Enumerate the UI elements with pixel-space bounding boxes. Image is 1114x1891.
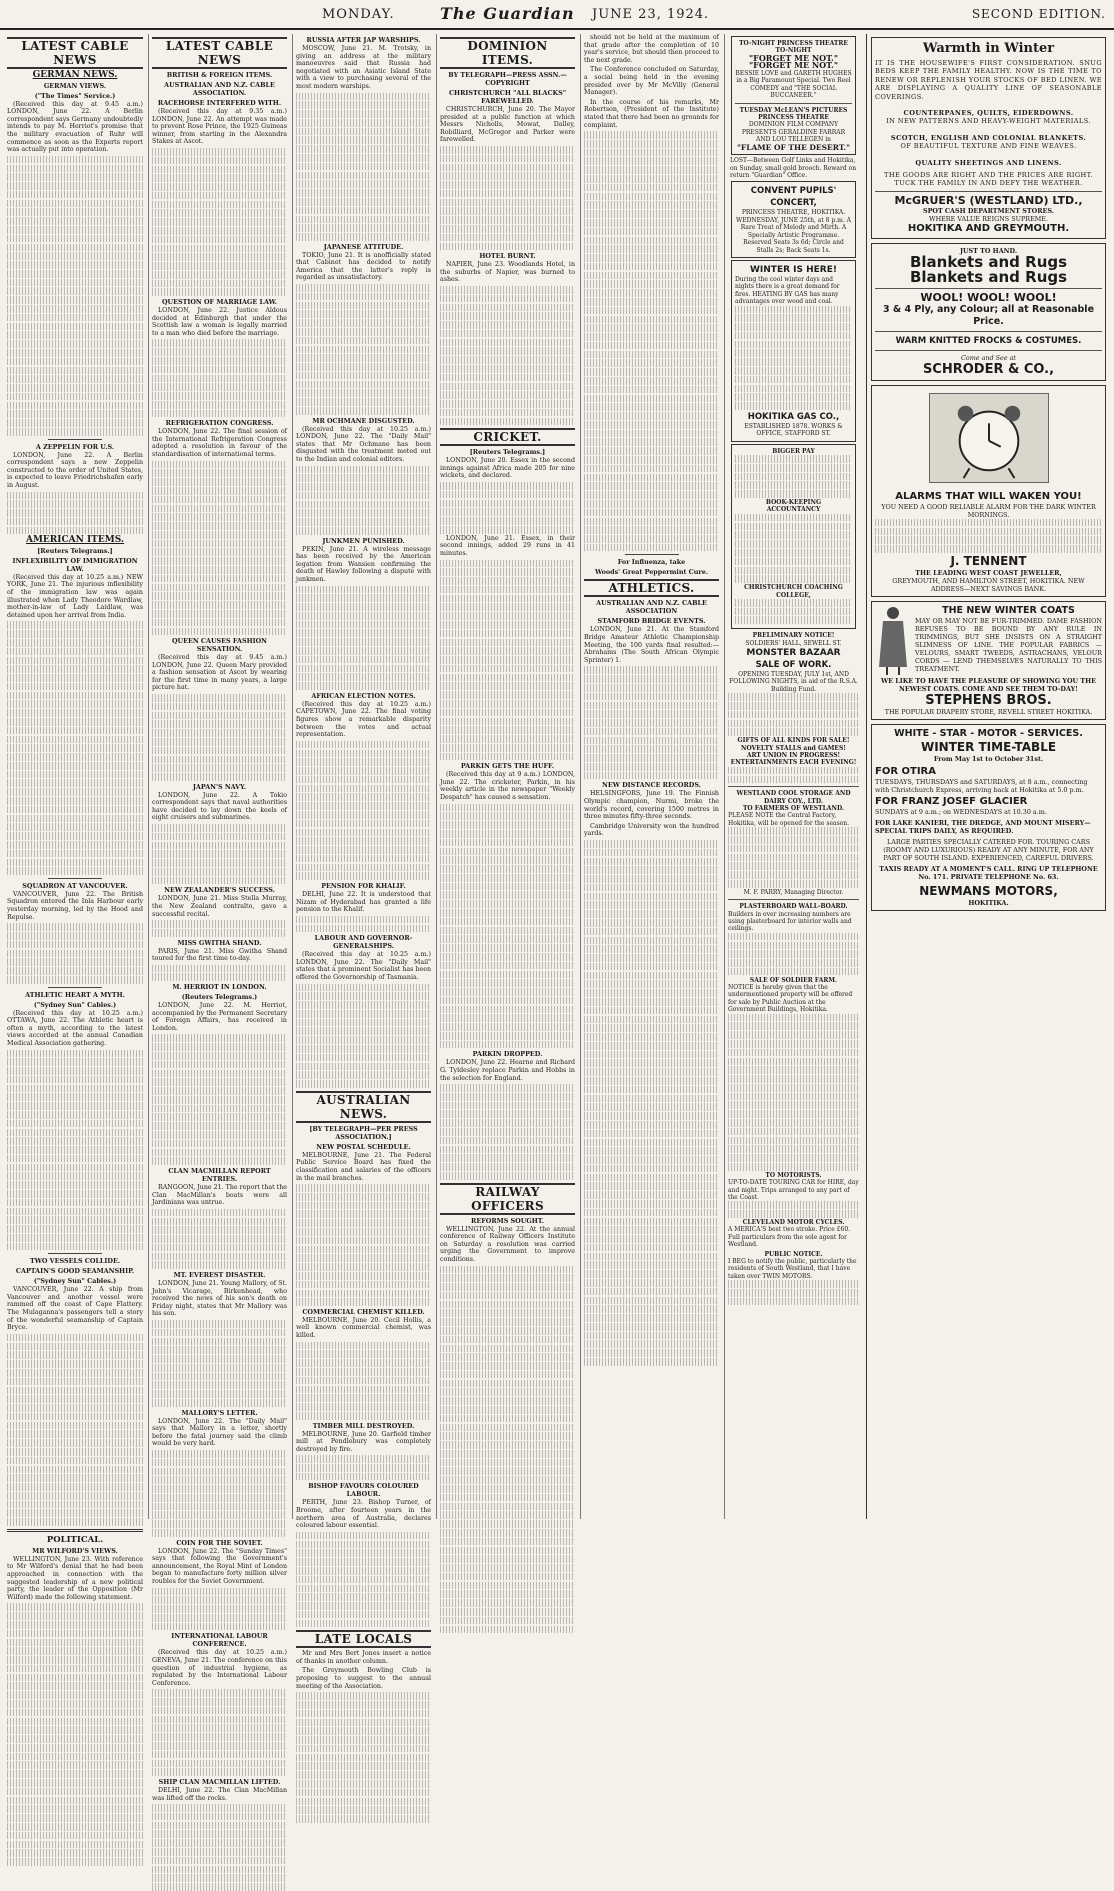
article-head: STAMFORD BRIDGE EVENTS.: [597, 617, 706, 626]
article-head: RACEHORSE INTERFERED WITH.: [157, 99, 282, 107]
franz-route: FOR FRANZ JOSEF GLACIER: [875, 796, 1028, 807]
winter-text: During the cool winter days and nights there is a great demand for fires. HEATING BY GAS has many advantages over wood and coal.: [735, 275, 840, 306]
article-body: LONDON, June 22. Hearne and Richard G. Tyldesley replace Parkin and Hobbs in the selection for England.: [440, 1059, 575, 1082]
article-head: AMERICAN ITEMS.: [25, 535, 125, 546]
article-head: CAPTAIN'S GOOD SEAMANSHIP.: [15, 1267, 135, 1276]
warmth-title: Warmth in Winter: [922, 41, 1055, 56]
article-body: MELBOURNE, June 20. Cecil Hollis, a well known commercial chemist, was killed.: [296, 1316, 431, 1340]
soldiers-hall: SOLDIERS' HALL, SEWELL ST.: [745, 639, 842, 647]
article-body: DELHI, June 22. It is understood that Nizam of Hyderabad has granted a life pension to the Khalif.: [296, 891, 431, 914]
article-head: POLITICAL.: [46, 1534, 104, 1545]
article-head: COMMERCIAL CHEMIST KILLED.: [302, 1307, 425, 1316]
article-body: The Greymouth Bowling Club is proposing to suggest to the annual meeting of the Association.: [296, 1667, 431, 1690]
article-body: VANCOUVER, June 22. A ship from Vancouver and another vessel were rammed off the coast of Cape Flattery. The Mulaganna's passengers tell a story of the wonderful seamanship of Captain Bryce.: [7, 1286, 143, 1332]
article-head: INFLEXIBILITY OF IMMIGRATION LAW.: [12, 556, 138, 573]
gas-ad: [731, 260, 856, 442]
just-to-hand: JUST TO HAND.: [959, 246, 1018, 255]
article-body: LONDON, June 22. The "Sunday Times" says that following the Government's announcement, the Royal Mint of London began to manufacture forty million silver roubles for the Soviet Government.: [152, 1547, 287, 1585]
article-body: NAPIER, June 23. Woodlands Hotel, in the suburbs of Napier, was burned to ashes.: [440, 261, 575, 284]
article-head: JAPAN'S NAVY.: [192, 782, 247, 791]
article-head: NEW ZEALANDER'S SUCCESS.: [164, 886, 275, 895]
column-1: [4, 34, 146, 1601]
otira-times: TUESDAYS, THURSDAYS and SATURDAYS, at 8 a.m., connecting with Christchurch Express, arriving back at Hokitika at 5.0 p.m.: [875, 778, 1088, 794]
article-head: BISHOP FAVOURS COLOURED LABOUR.: [308, 1482, 419, 1499]
section-head: CRICKET.: [440, 428, 575, 446]
byline: [BY TELEGRAPH—PER PRESS ASSOCIATION.]: [309, 1124, 418, 1141]
taxis-text: TAXIS READY AT A MOMENT'S CALL. RING UP TELEPHONE No. 171. PRIVATE TELEPHONE No. 63.: [879, 865, 1098, 881]
article-head: A ZEPPELIN FOR U.S.: [35, 442, 115, 451]
wool-text: 3 & 4 Ply, any Colour; all at Reasonable Price.: [882, 303, 1095, 327]
article-body: (Received this day at 9.45 a.m.) LONDON, June 22. A Berlin correspondent says Germany undoubtedly intends to pay M. Herriot's promise that the military evacuation of Ruhr will commence as soon as the Experts report was actually put into operation.: [7, 100, 143, 154]
film-title: "FLAME OF THE DESERT.": [736, 142, 850, 152]
prelim-notice: PRELIMINARY NOTICE!: [752, 632, 835, 640]
schroder-ad: [871, 243, 1106, 381]
bazaar-text: OPENING TUESDAY, JULY 1st, AND FOLLOWING NIGHTS, in aid of the R.S.A. Building Fund.: [729, 671, 858, 693]
article-head: TWO VESSELS COLLIDE.: [29, 1257, 121, 1266]
section-head: LATEST CABLE NEWS: [152, 37, 287, 69]
article-head: QUEEN CAUSES FASHION SENSATION.: [171, 637, 268, 654]
article-body: (Received this day at 10.25 a.m.) LONDON, June 22. The "Daily Mail" states that Mr Ochmane has been disgusted with the treatment meted out to the Indian and colonial editors.: [296, 425, 431, 463]
alarm-title: ALARMS THAT WILL WAKEN YOU!: [895, 490, 1082, 502]
theatre-ad: [731, 36, 856, 155]
concert-title: CONVENT PUPILS' CONCERT,: [750, 186, 837, 209]
article-head: PARKIN DROPPED.: [472, 1050, 543, 1059]
article-body: MOSCOW, June 21. M. Trotsky, in giving an address at the military manoeuvres said that Russia had negotiated with an Asiatic Island State with a view to purchasing several of the most modern warships.: [296, 45, 431, 90]
college-ad: [731, 444, 856, 630]
column-2: [148, 34, 290, 1802]
article-head: MALLORY'S LETTER.: [181, 1408, 258, 1417]
stephens-name: STEPHENS BROS.: [925, 693, 1052, 708]
article-head: SQUADRON AT VANCOUVER.: [22, 881, 128, 890]
article-body: (Received this day at 10.25 a.m.) NEW YORK, June 21. The injurious inflexibility of the immigration law was again illustrated when Lady Theodore Wardlaw, mother-in-law of Lady Laidlaw, was detained upon her arrival from India.: [7, 573, 143, 619]
film-text: BESSIE LOVE and GARETH HUGHES in a Big Paramount Special. Two Reel COMEDY and "THE SOCIAL BUCCANEER.": [735, 70, 852, 100]
art-union: ART UNION IN PROGRESS!: [746, 752, 841, 759]
come-see: Come and See at: [960, 353, 1016, 362]
wsm-dates: From May 1st to October 31st.: [933, 755, 1044, 763]
article-body: PERTH, June 23. Bishop Turner, of Broome, after fourteen years in the northern area of Australia, declares coloured labour essential.: [296, 1499, 431, 1530]
newmans-loc: HOKITIKA.: [968, 899, 1009, 907]
byline: [Reuters Telegrams.]: [469, 448, 546, 457]
article-body: LONDON, June 21. Essex, in their second innings, added 29 runs in 41 minutes.: [440, 534, 575, 557]
ad-head: For Influenza, take: [617, 558, 686, 567]
article-head: INTERNATIONAL LABOUR CONFERENCE.: [171, 1632, 268, 1649]
article-head: REFRIGERATION CONGRESS.: [165, 419, 274, 428]
article-subhead: REFORMS SOUGHT.: [471, 1216, 544, 1225]
classified-head: SALE OF SOLDIER FARM.: [749, 976, 838, 984]
byline: AUSTRALIAN AND N.Z. CABLE ASSOCIATION: [596, 599, 707, 616]
byline: AUSTRALIAN AND N.Z. CABLE ASSOCIATION.: [164, 81, 275, 97]
section-head: LATEST CABLE NEWS: [7, 37, 143, 69]
article-body: Mr and Mrs Bert Jones insert a notice of thanks in another column.: [296, 1650, 431, 1665]
white-star-ad: [871, 724, 1106, 911]
article-body: RANGOON, June 21. The report that the Clan MacMillan's boats were all Jardinians was untrue.: [152, 1183, 287, 1207]
issue-date: JUNE 23, 1924.: [592, 7, 710, 22]
article-body: LONDON, June 20. Essex in the second innings against Africa made 205 for nine wickets, and declared.: [440, 457, 575, 480]
coats-title: THE NEW WINTER COATS: [942, 605, 1075, 616]
article-head: MISS GWITHA SHAND.: [177, 938, 262, 947]
article-head: HOTEL BURNT.: [479, 252, 536, 261]
farmers-head: TO FARMERS OF WESTLAND.: [742, 805, 845, 812]
concert-text: WEDNESDAY, JUNE 25th, at 8 p.m. A Rare Treat of Melody and Mirth. A Specially Artistic Programme. Reserved Seats 3s 6d; Circle and Stalls 2s; Back Seats 1s.: [736, 216, 851, 254]
tennent-ad: [871, 385, 1106, 597]
section-head: AUSTRALIAN NEWS.: [296, 1091, 431, 1123]
kaniere-route: FOR LAKE KANIERI, THE DREDGE, AND MOUNT MISERY—SPECIAL TRIPS DAILY, AS REQUIRED.: [875, 819, 1091, 835]
edition-label: SECOND EDITION.: [971, 7, 1106, 21]
warmth-ad: [871, 37, 1106, 239]
section-head: RAILWAY OFFICERS: [440, 1183, 575, 1215]
stephens-sub: THE POPULAR DRAPERY STORE, REVELL STREET HOKITIKA.: [884, 708, 1093, 716]
concert-ad: [731, 181, 856, 257]
sale-title: SALE OF WORK.: [755, 660, 832, 671]
byline: (Reuters Telegrams.): [181, 993, 258, 1002]
byline: BY TELEGRAPH—PRESS ASSN.—COPYRIGHT: [448, 71, 567, 87]
article-head: AFRICAN ELECTION NOTES.: [311, 691, 416, 700]
accountancy: ACCOUNTANCY: [766, 506, 821, 514]
bazaar-title: MONSTER BAZAAR: [746, 648, 841, 659]
article-head: MT. EVEREST DISASTER.: [173, 1271, 266, 1280]
article-body: In the course of his remarks, Mr Robertson, (President of the Institute) stated that there had been no grounds for complaint.: [584, 98, 719, 129]
hidden-anchor: [724, 34, 725, 35]
warmth-text: IT IS THE HOUSEWIFE'S FIRST CONSIDERATION. SNUG BEDS KEEP THE FAMILY HEALTHY. NOW IS THE TIME TO RENEW OR REPLENISH YOUR STOCKS OF BED LINEN. WE ARE DISPLAYING A QUALITY LINE OF SEASONABLE COVERINGS.: [875, 59, 1102, 101]
article-body: The Conference concluded on Saturday, a social being held in the evening presided over by Mr McVilly (General Manager).: [584, 66, 719, 97]
mcgruer-loc: HOKITIKA AND GREYMOUTH.: [907, 222, 1070, 234]
warmth-line: COUNTERPANES, QUILTS, EIDERDOWNS.: [903, 109, 1074, 118]
article-body: DELHI, June 22. The Clan MacMillan was lifted off the rocks.: [152, 1786, 287, 1802]
warmth-line: IN NEW PATTERNS AND HEAVY-WEIGHT MATERIALS.: [886, 117, 1091, 126]
article-body: LONDON, June 22. The "Daily Mail" says that Mallory in a letter, shortly before the fatal journey said the climb would be very hard.: [152, 1417, 287, 1448]
tennent-addr: GREYMOUTH, AND HAMILTON STREET, HOKITIKA. NEW ADDRESS—NEXT SAVINGS BANK.: [892, 577, 1085, 593]
article-body: should not be held at the maximum of that grade after the completion of 10 year's service, but should then proceed to the next grade.: [584, 34, 719, 64]
article-body: (Received this day at 10.25 a.m.) CAPETOWN, June 22. The final voting figures show a remarkable disparity between the votes and actual representation.: [296, 700, 431, 739]
article-body: HELSINGFORS, June 19. The Finnish Olympic champion, Nurmi, broke the world's record, covering 1500 metres in three minutes fifty-three seconds.: [584, 790, 719, 821]
article-body: LONDON, June 22. A Berlin correspondent says a new Zeppelin constructed to the order of United States, is expected to leave Friedrichshafen early in August.: [7, 451, 143, 489]
mcgruer-name: McGRUER'S (WESTLAND) LTD.,: [894, 193, 1083, 207]
byline: ("Sydney Sun" Cables.): [33, 1000, 117, 1009]
article-head: NEW POSTAL SCHEDULE.: [316, 1142, 411, 1151]
managing-director: M. F. PARRY, Managing Director.: [743, 888, 844, 896]
article-head: COIN FOR THE SOVIET.: [176, 1538, 263, 1547]
article-body: PARIS, June 21. Miss Gwitha Shand toured for the first time to-day.: [152, 947, 287, 963]
article-head: LABOUR AND GOVERNOR-GENERALSHIPS.: [314, 934, 413, 951]
masthead: [0, 0, 1114, 30]
cool-storage: WESTLAND COOL STORAGE AND DAIRY COY., LTD.: [736, 790, 851, 805]
bookkeeping: BOOK-KEEPING: [765, 499, 822, 507]
article-body: LONDON, June 21. Young Mallory, of St. John's Vicarage, Birkenhead, who received the news of his son's death on Friday night, states that Mr Mallory was his son.: [152, 1280, 287, 1318]
article-body: (Received this day at 9.45 a.m.) LONDON, June 22. Queen Mary provided a fashion sensation at Ascot by wearing for the first time in many years, a large picture hat.: [152, 654, 287, 692]
film-text: DOMINION FILM COMPANY PRESENTS GERALDINE FARRAR AND LOU TELLEGEN in: [741, 121, 846, 144]
classified-text: NOTICE is hereby given that the undermentioned property will be offered for sale by Public Auction at the Government Buildings, Hokitika.: [728, 984, 853, 1014]
film-title: "FORGET ME NOT.": [748, 60, 839, 71]
classified-head: PLASTERBOARD WALL-BOARD.: [739, 903, 848, 911]
article-body: (Received this day at 9.35 a.m.) LONDON, June 22. An attempt was made to prevent Rose Prince, the 1925 Guineas winner, from starting in the Alexandra Stakes at Ascot.: [152, 108, 287, 146]
bigger-pay: BIGGER PAY: [772, 447, 815, 455]
article-body: WELLINGTON, June 23. With reference to Mr Wilford's denial that he had been approached in connection with the suggested leadership of a new political party, the leader of the Opposition (Mr Wilford) made the following statement.: [7, 1555, 143, 1601]
wsm-title: WHITE - STAR - MOTOR - SERVICES.: [894, 728, 1083, 739]
article-body: VANCOUVER, June 22. The British Squadron entered the Inla Harbour early yesterday morning, led by the Hood and Repulse.: [7, 890, 143, 921]
column-3: [292, 34, 434, 1690]
novelty: NOVELTY STALLS and GAMES!: [741, 744, 846, 752]
article-body: LONDON, June 21. At the Stamford Bridge Amateur Athletic Championship Meeting, the 100 yards final resulted:— Abrahams (The South African Olympic Sprinter) 1.: [584, 626, 719, 664]
warmth-line: QUALITY SHEETINGS AND LINENS.: [915, 158, 1062, 167]
article-body: CHRISTCHURCH, June 20. The Mayor presided at a public function at which Messrs Nicholls, Mowat, Dalley, Robilliard, McGregor and Parker were farewelled.: [440, 106, 575, 144]
article-body: LONDON, June 22. The final session of the International Refrigeration Congress adopted a resolution in favour of the standardisation of international terms.: [152, 428, 287, 459]
otira-route: FOR OTIRA: [875, 766, 936, 777]
article-head: M. HERRIOT IN LONDON.: [172, 983, 267, 992]
mcgruer-sub: SPOT CASH DEPARTMENT STORES.: [922, 206, 1055, 215]
article-head: JUNKMEN PUNISHED.: [322, 536, 405, 545]
coats-text: MAY OR MAY NOT BE FUR-TRIMMED. DAME FASHION REFUSES TO BE BOUND BY ANY RULE IN TRIMMINGS, BUT SHE INSISTS ON A STRAIGHT SLIMNESS OF LINE. THE POPULAR FABRICS — VELOURS, SMART TWEEDS, ASTRACHANS, VELOUR CORDS — LEND THEMSELVES NATURALLY TO THIS TREATMENT.: [915, 617, 1102, 673]
concert-venue: PRINCESS THEATRE, HOKITIKA.: [741, 209, 846, 217]
alarm-clock-icon: [929, 393, 1049, 483]
theatre-head: TUESDAY McLEAN'S PICTURES PRINCESS THEATRE: [739, 106, 848, 122]
article-head: TIMBER MILL DESTROYED.: [312, 1421, 415, 1430]
gasco-name: HOKITIKA GAS CO.,: [747, 411, 840, 422]
article-body: (Received this day at 9 a.m.) LONDON, June 22. The cricketer, Parkin, in his weekly article in the newspaper "Weekly Despatch" has caused a sensation.: [440, 771, 575, 802]
article-head: BRITISH & FOREIGN ITEMS.: [166, 71, 273, 79]
frocks: WARM KNITTED FROCKS & COSTUMES.: [895, 335, 1082, 346]
farmers-text: PLEASE NOTE the Central Factory, Hokitika, will be opened for the season.: [728, 812, 850, 827]
classified-text: A MERICA'S best two stroke. Price £60. Full particulars from the sole agent for Westland.: [728, 1226, 851, 1249]
entertainments: ENTERTAINMENTS EACH EVENING!: [730, 759, 857, 767]
column-6-ads: [724, 34, 862, 1519]
lost-notice: LOST—Between Golf Links and Hokitika, on Sunday, small gold brooch. Reward on return "Guardian" Office.: [730, 157, 857, 180]
article-head: PENSION FOR KHALIF.: [321, 882, 406, 891]
theatre-head: TO-NIGHT PRINCESS THEATRE TO-NIGHT: [739, 40, 848, 55]
article-head: QUESTION OF MARRIAGE LAW.: [161, 298, 278, 307]
newspaper-title: The Guardian: [440, 4, 575, 23]
alarm-sub: YOU NEED A GOOD RELIABLE ALARM FOR THE DARK WINTER MORNINGS.: [881, 502, 1096, 519]
college-name: CHRISTCHURCH COACHING COLLEGE,: [744, 584, 843, 599]
warmth-line: SCOTCH, ENGLISH AND COLONIAL BLANKETS.: [890, 133, 1087, 142]
classified-head: PUBLIC NOTICE.: [764, 1250, 823, 1258]
ad-text: Woods' Great Peppermint Cure.: [594, 568, 709, 577]
coat-figure-icon: [875, 605, 911, 675]
newmans-name: NEWMANS MOTORS,: [919, 884, 1058, 898]
article-body: Cambridge University won the hundred yards.: [584, 822, 719, 838]
classified-text: UP-TO-DATE TOURING CAR for HIRE, day and night. Trips arranged to any part of the Coast.: [728, 1179, 859, 1201]
stephens-ad: [871, 601, 1106, 720]
article-body: (Received this day at 10.25 a.m.) LONDON, June 22. The "Daily Mail" states that a prominent Socialist has been offered the Governorship of Tasmania.: [296, 951, 431, 981]
article-subhead: GERMAN VIEWS.: [43, 81, 107, 90]
article-head: ATHLETIC HEART A MYTH.: [25, 990, 125, 999]
coats-invite: WE LIKE TO HAVE THE PLEASURE OF SHOWING YOU THE NEWEST COATS. COME AND SEE THEM TO-DAY!: [881, 677, 1096, 693]
section-head: LATE LOCALS: [296, 1630, 431, 1648]
article-body: (Received this day at 10.25 a.m.) GENEVA, June 21. The conference on this question of industrial hygiene, as regulated by the International Labour Conference.: [152, 1649, 287, 1687]
article-head: PARKIN GETS THE HUFF.: [460, 762, 555, 771]
article-head: MR OCHMANE DISGUSTED.: [312, 416, 415, 425]
section-head: ATHLETICS.: [584, 579, 719, 597]
article-body: LONDON, June 22. Justice Aldous decided at Edinburgh that under the Scottish law a woman is legally married to a man who died before the marriage.: [152, 307, 287, 337]
article-body: LONDON, June 21. Miss Stella Murray, the New Zealand contralto, gave a successful recital.: [152, 895, 287, 918]
gasco-sub: ESTABLISHED 1878. WORKS & OFFICE, STAFFORD ST.: [744, 422, 843, 438]
section-head: DOMINION ITEMS.: [440, 37, 575, 69]
touring-text: LARGE PARTIES SPECIALLY CATERED FOR. TOURING CARS (ROOMY AND LUXURIOUS) READY AT ANY MINUTE, FOR ANY PART OF SOUTH ISLAND. EXPERIENCED, CAREFUL DRIVERS.: [883, 838, 1094, 862]
schroder-name: SCHRODER & CO.,: [922, 361, 1055, 377]
blankets-title: Blankets and Rugs: [909, 252, 1068, 271]
article-body: LONDON, June 22. A Tokio correspondent says that naval authorities have decided to lay down the keels of eight cruisers and submarines.: [152, 791, 287, 822]
article-head: GERMAN NEWS.: [32, 70, 118, 80]
classified-text: Builders in ever increasing numbers are using plasterboard for interior walls and ceilings.: [728, 910, 852, 933]
blankets-title: Blankets and Rugs: [909, 267, 1068, 286]
warmth-line: OF BEAUTIFUL TEXTURE AND FINE WEAVES.: [900, 142, 1077, 151]
column-5: [580, 34, 722, 1519]
tennent-name: J. TENNENT: [950, 554, 1027, 568]
article-subhead: MR WILFORD'S VIEWS.: [32, 1546, 118, 1555]
article-head: SHIP CLAN MACMILLAN LIFTED.: [158, 1777, 281, 1786]
article-body: (Received this day at 10.25 a.m.) OTTAWA, June 22. The Athletic heart is often a myth, according to the latest views accorded at the annual Canadian Medical Association gathering.: [7, 1009, 143, 1047]
tennent-sub: THE LEADING WEST COAST JEWELLER,: [915, 569, 1062, 577]
advertisements-column: [866, 34, 1110, 1519]
article-head: CHRISTCHURCH "ALL BLACKS" FAREWELLED.: [448, 89, 567, 105]
classified-head: CLEVELAND MOTOR CYCLES.: [742, 1218, 845, 1226]
gifts: GIFTS OF ALL KINDS FOR SALE!: [737, 737, 850, 745]
winter-title: WINTER IS HERE!: [750, 264, 837, 275]
mcgruer-tag: WHERE VALUE REIGNS SUPREME.: [929, 214, 1048, 223]
article-head: JAPANESE ATTITUDE.: [323, 242, 404, 251]
franz-times: SUNDAYS at 9 a.m.; on WEDNESDAYS at 10.30 a.m.: [875, 808, 1047, 816]
classified-text: I BEG to notify the public, particularly the residents of South Westland, that I have taken over TWIN MOTORS.: [728, 1257, 857, 1280]
article-head: CLAN MACMILLAN REPORT ENTRIES.: [168, 1166, 271, 1183]
article-body: MELBOURNE, June 20. Garfield timber mill at Pendlebury was completely destroyed by fire.: [296, 1430, 431, 1453]
wsm-timetable: WINTER TIME-TABLE: [920, 740, 1057, 754]
article-body: TOKIO, June 21. It is unofficially stated that Cabinet has decided to notify America that the latter's reply is regarded as unsatisfactory.: [296, 251, 431, 282]
classified-head: TO MOTORISTS.: [765, 1171, 822, 1179]
film-title: "FORGET ME NOT.": [748, 52, 839, 63]
article-body: PEKIN, June 21. A wireless message has been received by the American legation from Wansien confirming the death of Hawley following a dispute with junkmen.: [296, 545, 431, 583]
warmth-line: THE GOODS ARE RIGHT AND THE PRICES ARE RIGHT. TUCK THE FAMILY IN AND DEFY THE WEATHER.: [884, 171, 1093, 188]
article-head: NEW DISTANCE RECORDS.: [602, 781, 701, 790]
wool-title: WOOL! WOOL! WOOL!: [920, 290, 1057, 304]
byline: ("The Times" Service.): [34, 91, 116, 100]
byline: [Reuters Telegrams.]: [37, 546, 113, 555]
byline: ("Sydney Sun" Cables.): [33, 1277, 117, 1286]
article-body: MELBOURNE, June 21. The Federal Public Service Board has fixed the classification and salaries of the officers in the mail branches.: [296, 1151, 431, 1182]
masthead-day: MONDAY.: [322, 7, 395, 22]
column-4: [436, 34, 578, 1519]
article-body: WELLINGTON, June 22. At the annual conference of Railway Officers Institute on Saturday a resolution was carried urging the Government to improve conditions.: [440, 1225, 575, 1263]
article-body: LONDON, June 22. M. Herriot, accompanied by the Permanent Secretary of Foreign Affairs, has received in London.: [152, 1002, 287, 1032]
article-head: RUSSIA AFTER JAP WARSHIPS.: [306, 36, 421, 44]
